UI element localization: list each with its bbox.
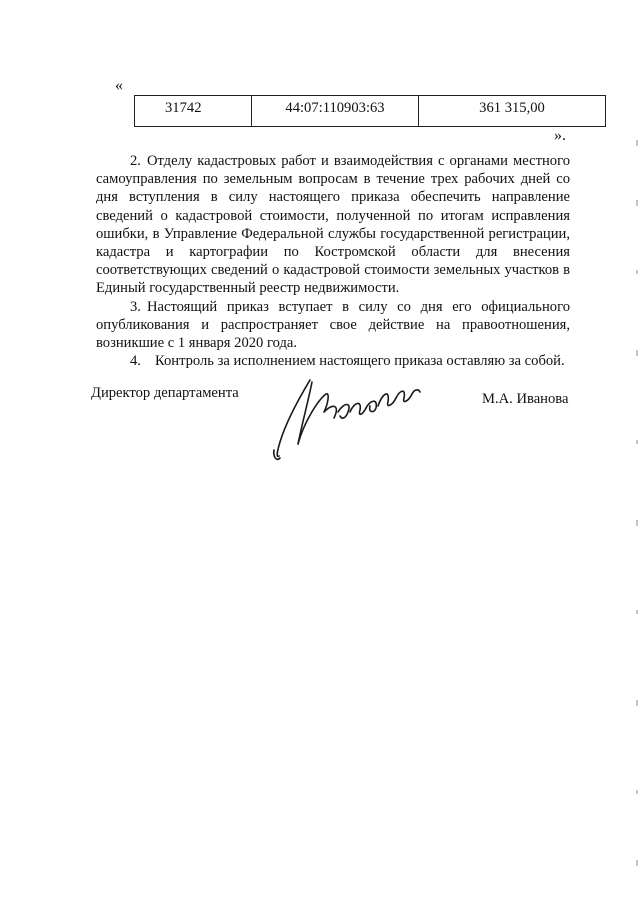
cadastral-value-table: [134, 95, 606, 127]
closing-quote: ».: [554, 127, 566, 144]
paragraph-number: 3.: [130, 298, 141, 315]
paragraph-4: [96, 352, 570, 370]
paragraph-number: 4.: [130, 353, 141, 370]
paragraph-2: [96, 152, 570, 298]
scan-edge-marks: [636, 140, 639, 880]
paragraph-number: 2.: [130, 153, 141, 169]
paragraph-text: Отделу кадастровых работ и взаимодействия с органами местного самоуправления по земельным вопросам в течение трех рабочих дней со дня вступления в силу настоящего приказа обеспечить направление сведений о кадастровой стоимости, полученной по итогам исправления ошибки, в Управление Федеральной службы государственной регистрации, кадастра и картографии по Костромской области для внесения соответствующих сведений о кадастровой стоимости земельных участков в Единый государственный реестр недвижимости.: [96, 153, 570, 297]
table-cell-number: 31742: [135, 96, 252, 127]
paragraph-text: Контроль за исполнением настоящего приказа оставляю за собой.: [154, 353, 565, 370]
table-row: [135, 96, 606, 127]
handwritten-signature: [268, 372, 428, 462]
signatory-position: Директор департамента: [91, 385, 239, 401]
paragraph-text: Настоящий приказ вступает в силу со дня его официального опубликования и распространяет свое действие на правоотношения, возникшие с 1 января 2020 года.: [96, 298, 570, 352]
table-cell-cadastral-value: 361 315,00: [419, 96, 606, 127]
paragraph-3: [96, 298, 570, 353]
table-cell-cadastral-number: 44:07:110903:63: [252, 96, 419, 127]
signatory-name: М.А. Иванова: [482, 391, 569, 407]
opening-quote: «: [115, 77, 123, 94]
order-body: [96, 152, 570, 370]
